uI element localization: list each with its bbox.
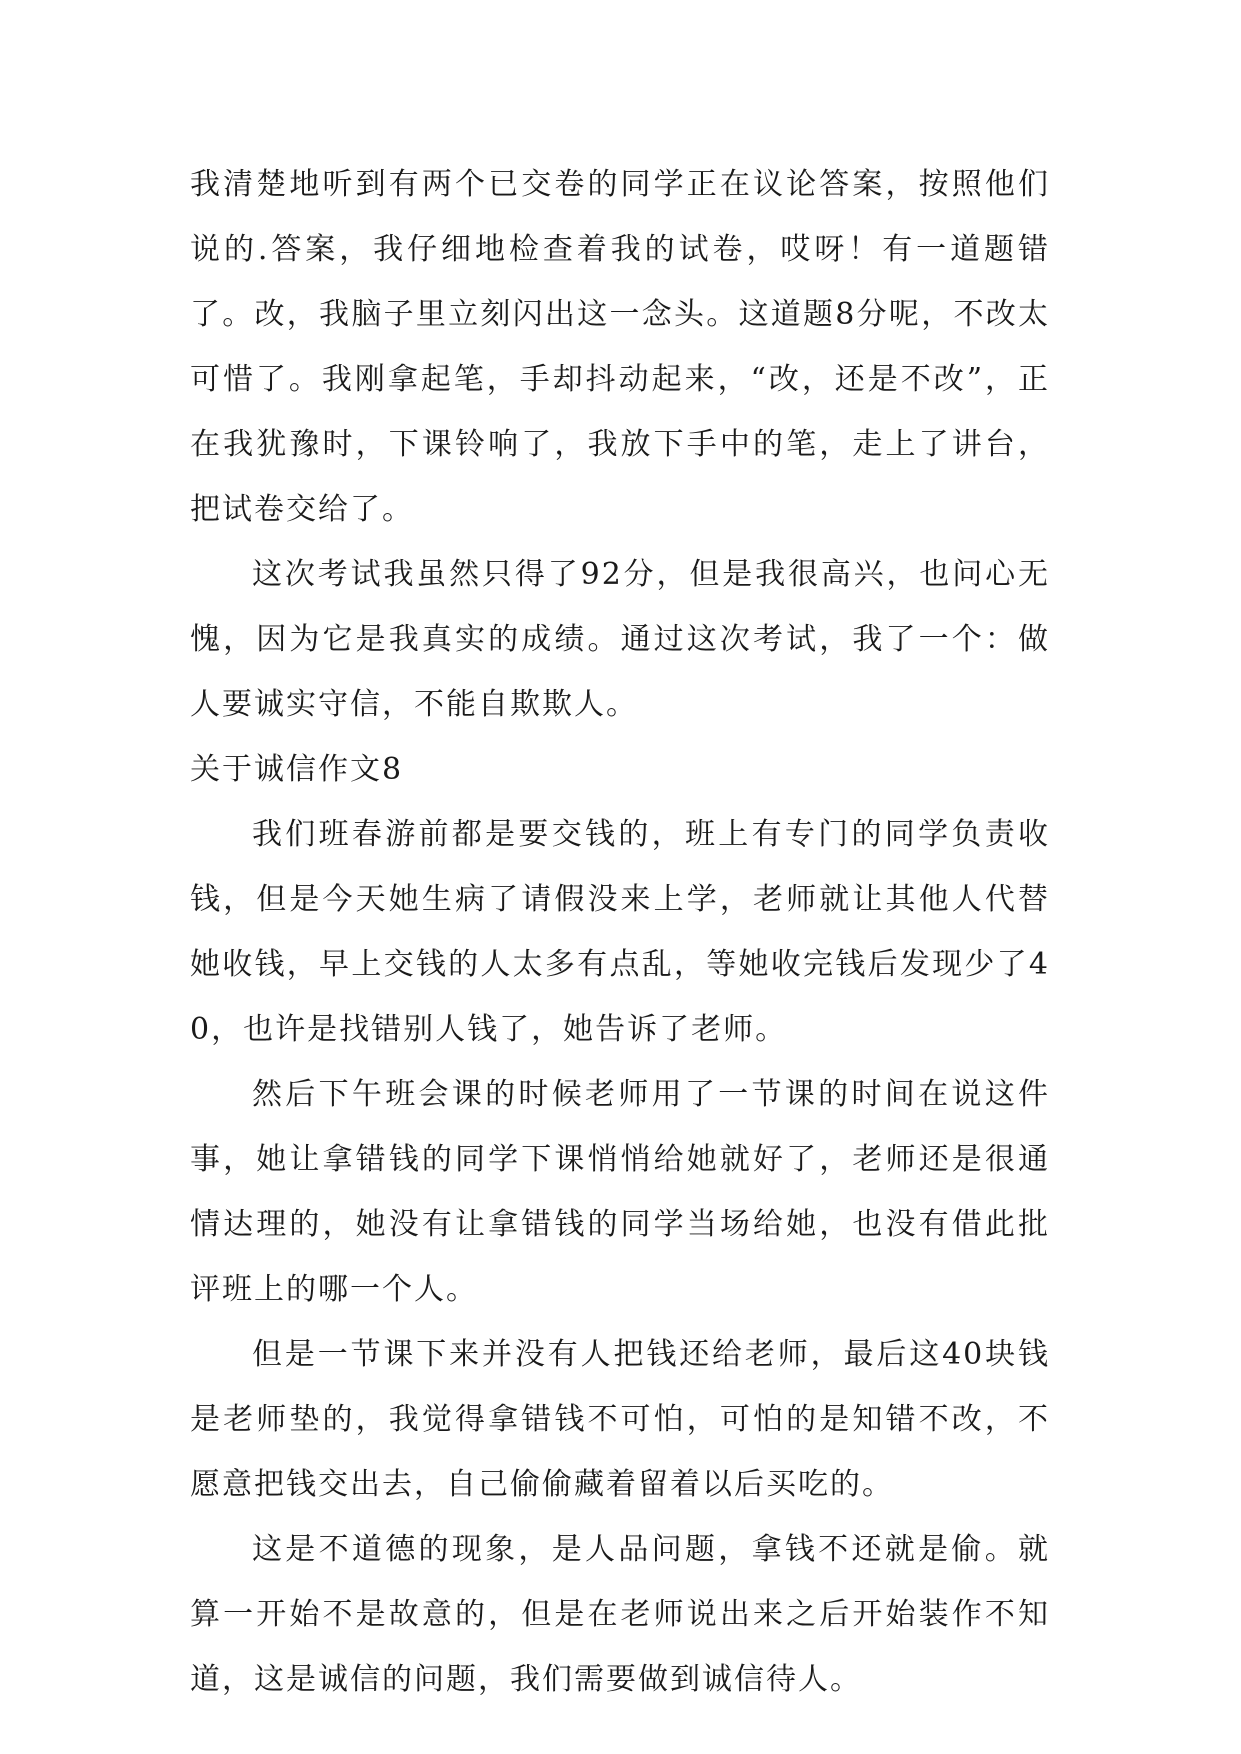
paragraph-exam-conclusion: 这次考试我虽然只得了92分，但是我很高兴，也问心无愧，因为它是我真实的成绩。通过这次考试，我了一个：做人要诚实守信，不能自欺欺人。 xyxy=(190,557,1050,722)
paragraph-honesty-conclusion: 这是不道德的现象，是人品问题，拿钱不还就是偷。就算一开始不是故意的，但是在老师说出来之后开始装作不知道，这是诚信的问题，我们需要做到诚信待人。 xyxy=(190,1532,1050,1697)
paragraph-class-meeting: 然后下午班会课的时候老师用了一节课的时间在说这件事，她让拿错钱的同学下课悄悄给她就好了，老师还是很通情达理的，她没有让拿错钱的同学当场给她，也没有借此批评班上的哪一个人。 xyxy=(190,1077,1050,1307)
paragraph-teacher-paid: 但是一节课下来并没有人把钱还给老师，最后这40块钱是老师垫的，我觉得拿错钱不可怕，可怕的是知错不改，不愿意把钱交出去，自己偷偷藏着留着以后买吃的。 xyxy=(190,1337,1050,1502)
essay-heading: 关于诚信作文8 xyxy=(190,752,404,787)
paragraph-spring-trip: 我们班春游前都是要交钱的，班上有专门的同学负责收钱，但是今天她生病了请假没来上学，老师就让其他人代替她收钱，早上交钱的人太多有点乱，等她收完钱后发现少了40，也许是找错别人钱了，她告诉了老师。 xyxy=(190,817,1050,1047)
paragraph-exam-continuation: 我清楚地听到有两个已交卷的同学正在议论答案，按照他们说的.答案，我仔细地检查着我的试卷，哎呀！有一道题错了。改，我脑子里立刻闪出这一念头。这道题8分呢，不改太可惜了。我刚拿起笔，手却抖动起来，“改，还是不改”，正在我犹豫时，下课铃响了，我放下手中的笔，走上了讲台，把试卷交给了。 xyxy=(190,167,1050,527)
document-page xyxy=(190,152,1050,1712)
